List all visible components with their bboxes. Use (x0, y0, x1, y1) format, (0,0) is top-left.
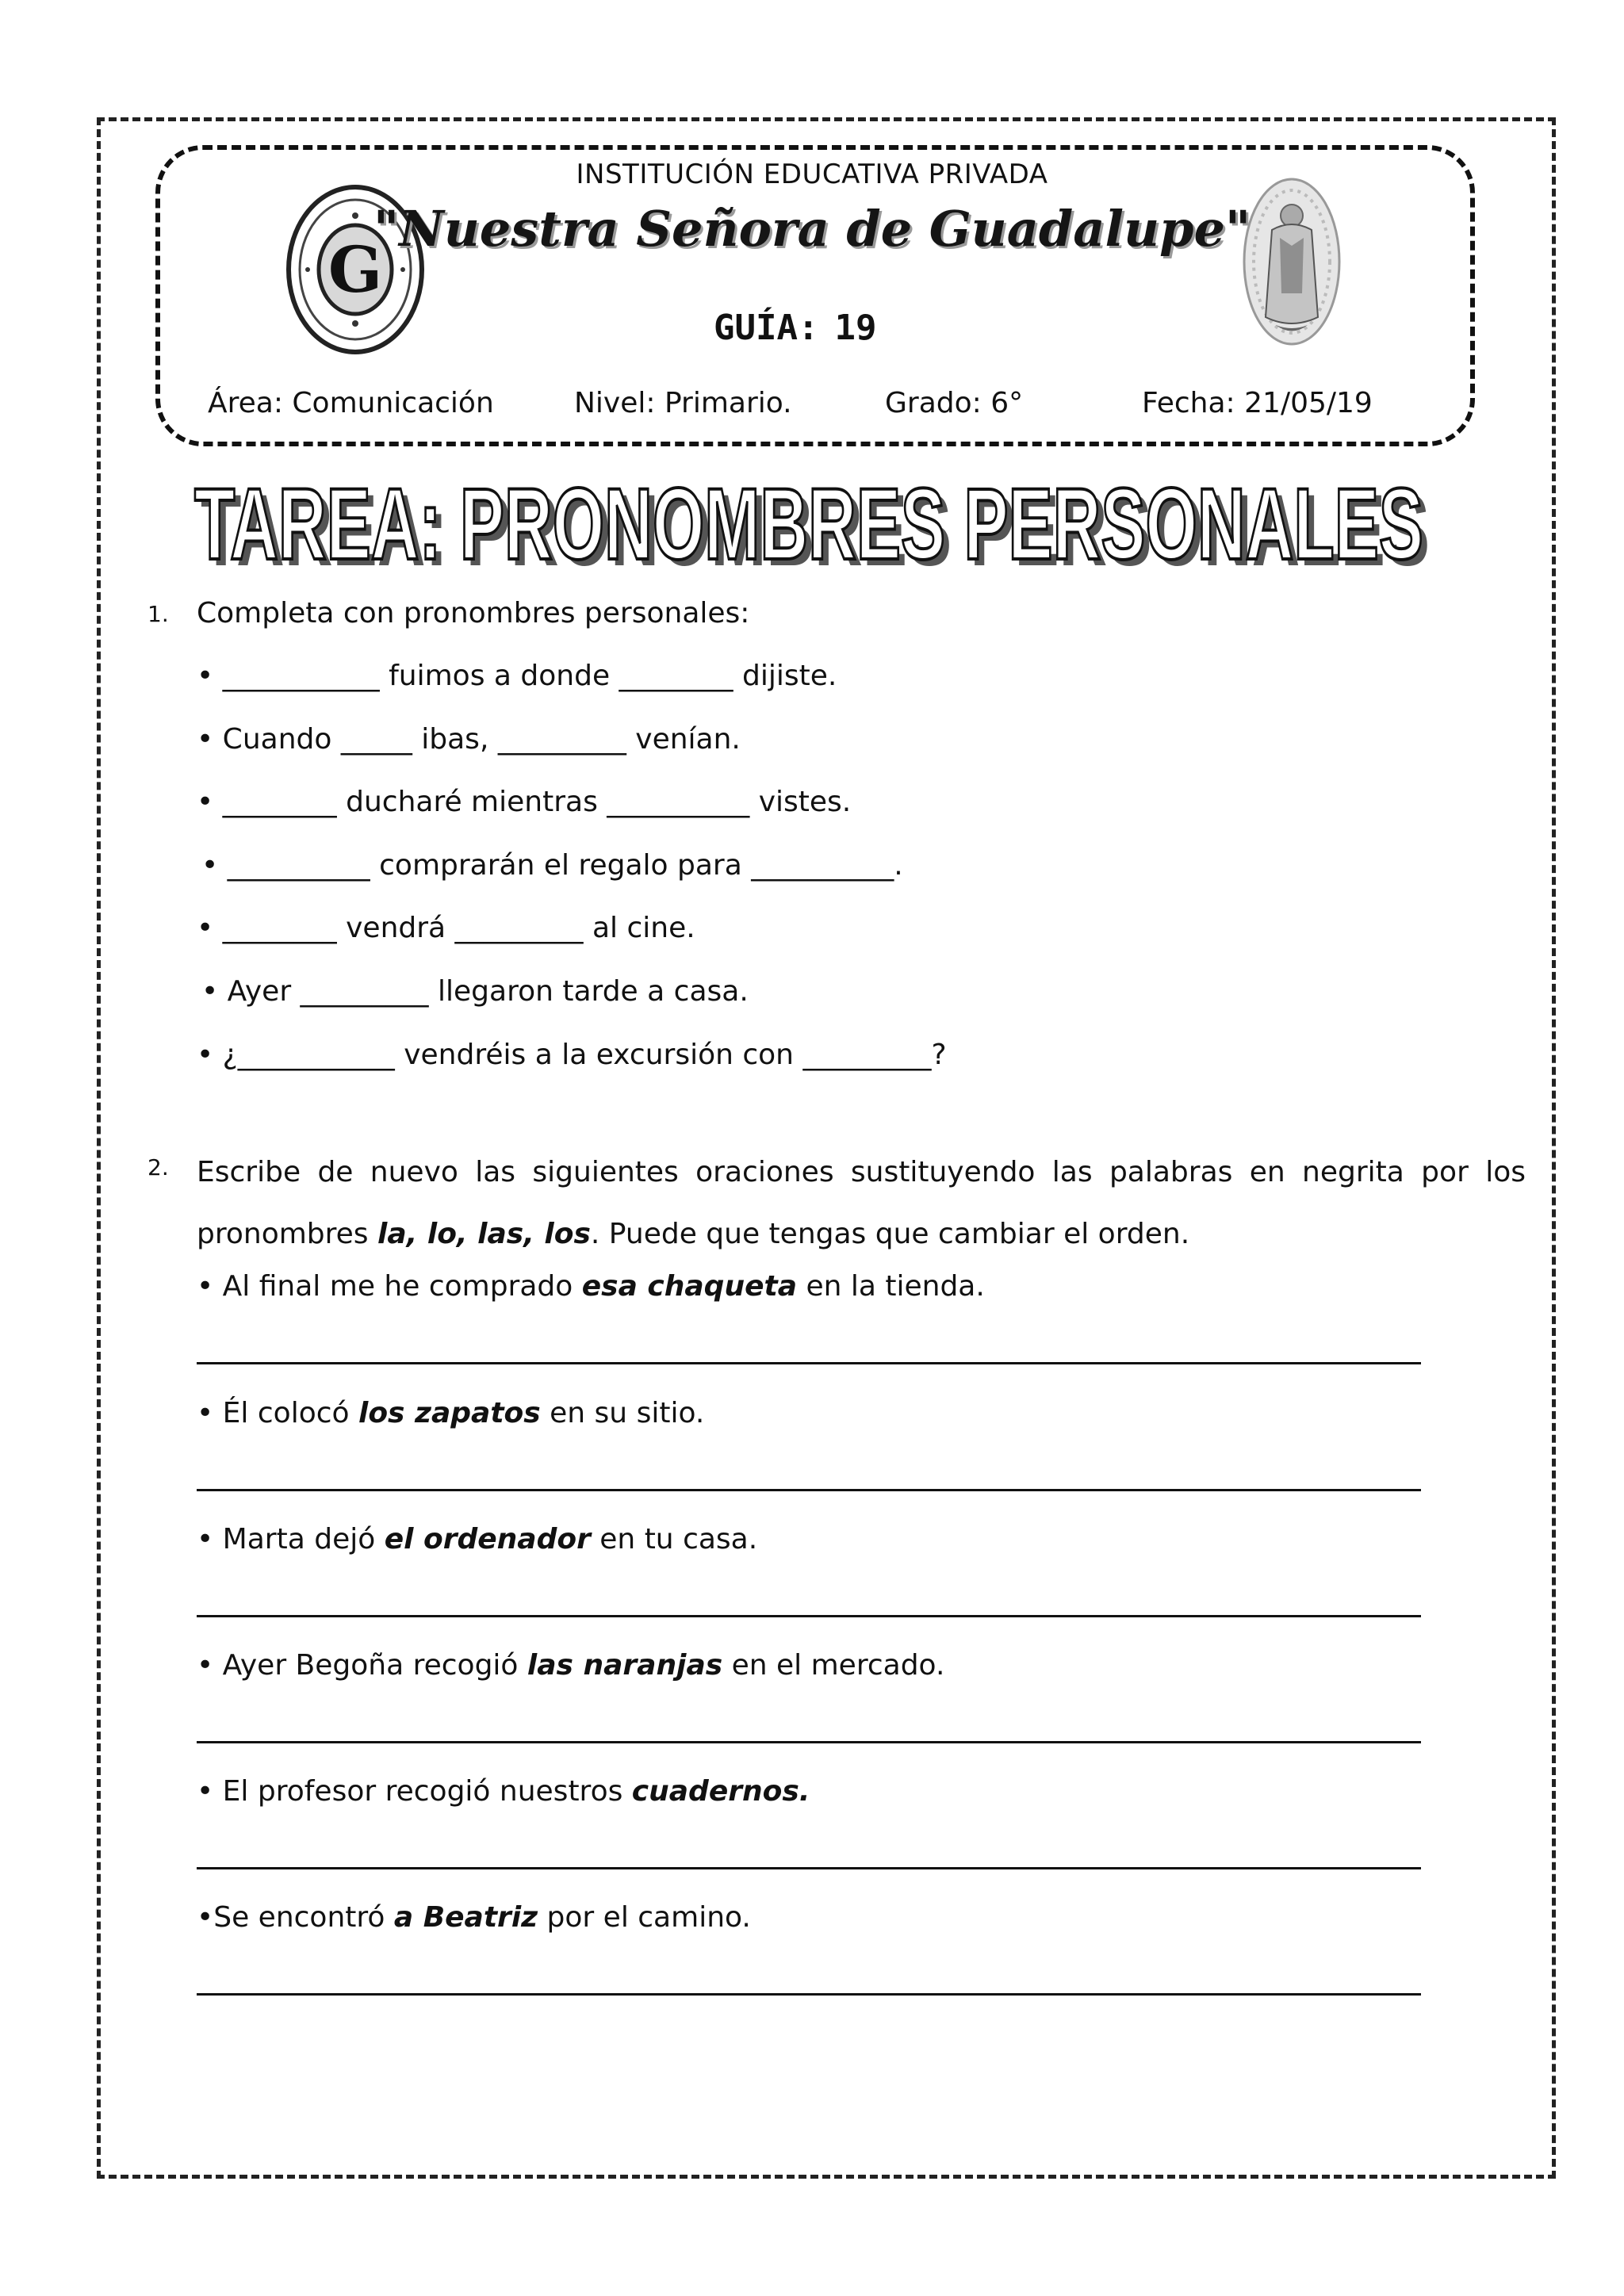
rewrite-sentence (197, 1270, 985, 1303)
sentence-bold-text: esa chaqueta (581, 1270, 797, 1303)
fill-blank-item[interactable]: • Ayer _________ llegaron tarde a casa. (201, 975, 749, 1008)
rewrite-sentence (197, 1775, 810, 1808)
sentence-text: • Él colocó (197, 1397, 358, 1429)
fill-blank-item[interactable]: • ¿___________ vendréis a la excursión con _________? (197, 1039, 947, 1071)
fill-blank-item[interactable]: • __________ comprarán el regalo para __________. (201, 849, 903, 882)
sentence-text: • Marta dejó (197, 1523, 385, 1556)
logo-letter: G (327, 232, 383, 307)
sentence-bold-text: a Beatriz (393, 1901, 538, 1934)
sentence-text: • El profesor recogió nuestros (197, 1775, 632, 1808)
question-1-prompt: Completa con pronombres personales: (197, 597, 750, 629)
sentence-text: •Se encontró (197, 1901, 394, 1934)
rewrite-sentence (197, 1901, 751, 1934)
rewrite-sentence (197, 1397, 704, 1429)
rewrite-sentence (197, 1523, 757, 1556)
question-2-prompt (197, 1142, 1526, 1265)
sentence-text: en la tienda. (797, 1270, 985, 1303)
sentence-text: en el mercado. (722, 1649, 945, 1682)
grade-field: Grado: 6° (885, 387, 1024, 419)
question-1-number: 1. (147, 601, 169, 627)
question-2-prompt-end: . Puede que tengas que cambiar el orden. (590, 1218, 1190, 1250)
question-2-prompt-start: Escribe de nuevo las siguientes oraciones sustituyendo las palabras en negrita por los pronombres (197, 1156, 1526, 1250)
fill-blank-item[interactable]: • Cuando _____ ibas, _________ venían. (197, 723, 741, 756)
guide-number: 19 (834, 308, 877, 348)
question-2-prompt-bold: la, lo, las, los (377, 1218, 591, 1250)
answer-line[interactable] (197, 1615, 1421, 1617)
sentence-text: en tu casa. (590, 1523, 758, 1556)
area-field: Área: Comunicación (208, 387, 494, 419)
rewrite-sentence (197, 1649, 944, 1682)
sentence-text: en su sitio. (540, 1397, 705, 1429)
answer-line[interactable] (197, 1867, 1421, 1869)
answer-line[interactable] (197, 1993, 1421, 1996)
sentence-text: • Al final me he comprado (197, 1270, 582, 1303)
sentence-text: • Ayer Begoña recogió (197, 1649, 527, 1682)
sentence-bold-text: los zapatos (358, 1397, 541, 1429)
sentence-bold-text: las naranjas (527, 1649, 723, 1682)
answer-line[interactable] (197, 1362, 1421, 1364)
guide-number-line (714, 308, 1031, 348)
question-2-number: 2. (147, 1154, 169, 1181)
answer-line[interactable] (197, 1741, 1421, 1743)
fill-blank-item[interactable]: • ________ ducharé mientras __________ vistes. (197, 786, 852, 818)
fill-blank-item[interactable]: • ___________ fuimos a donde ________ dijiste. (197, 660, 837, 692)
sentence-bold-text: el ordenador (384, 1523, 591, 1556)
guide-label: GUÍA: (714, 308, 819, 348)
sentence-bold-text: cuadernos. (631, 1775, 810, 1808)
level-field: Nivel: Primario. (574, 387, 792, 419)
worksheet-title (0, 480, 1624, 579)
answer-line[interactable] (197, 1489, 1421, 1491)
fill-blank-item[interactable]: • ________ vendrá _________ al cine. (197, 912, 695, 944)
school-name: "Nuestra Señora de Guadalupe" (373, 200, 1251, 258)
date-field: Fecha: 21/05/19 (1142, 387, 1373, 419)
worksheet-title-shadow: TAREA: PRONOMBRES PERSONALES (201, 480, 1430, 579)
worksheet-title-text: TAREA: PRONOMBRES PERSONALES (194, 480, 1423, 579)
institution-type: INSTITUCIÓN EDUCATIVA PRIVADA (576, 159, 1048, 190)
sentence-text: por el camino. (538, 1901, 751, 1934)
